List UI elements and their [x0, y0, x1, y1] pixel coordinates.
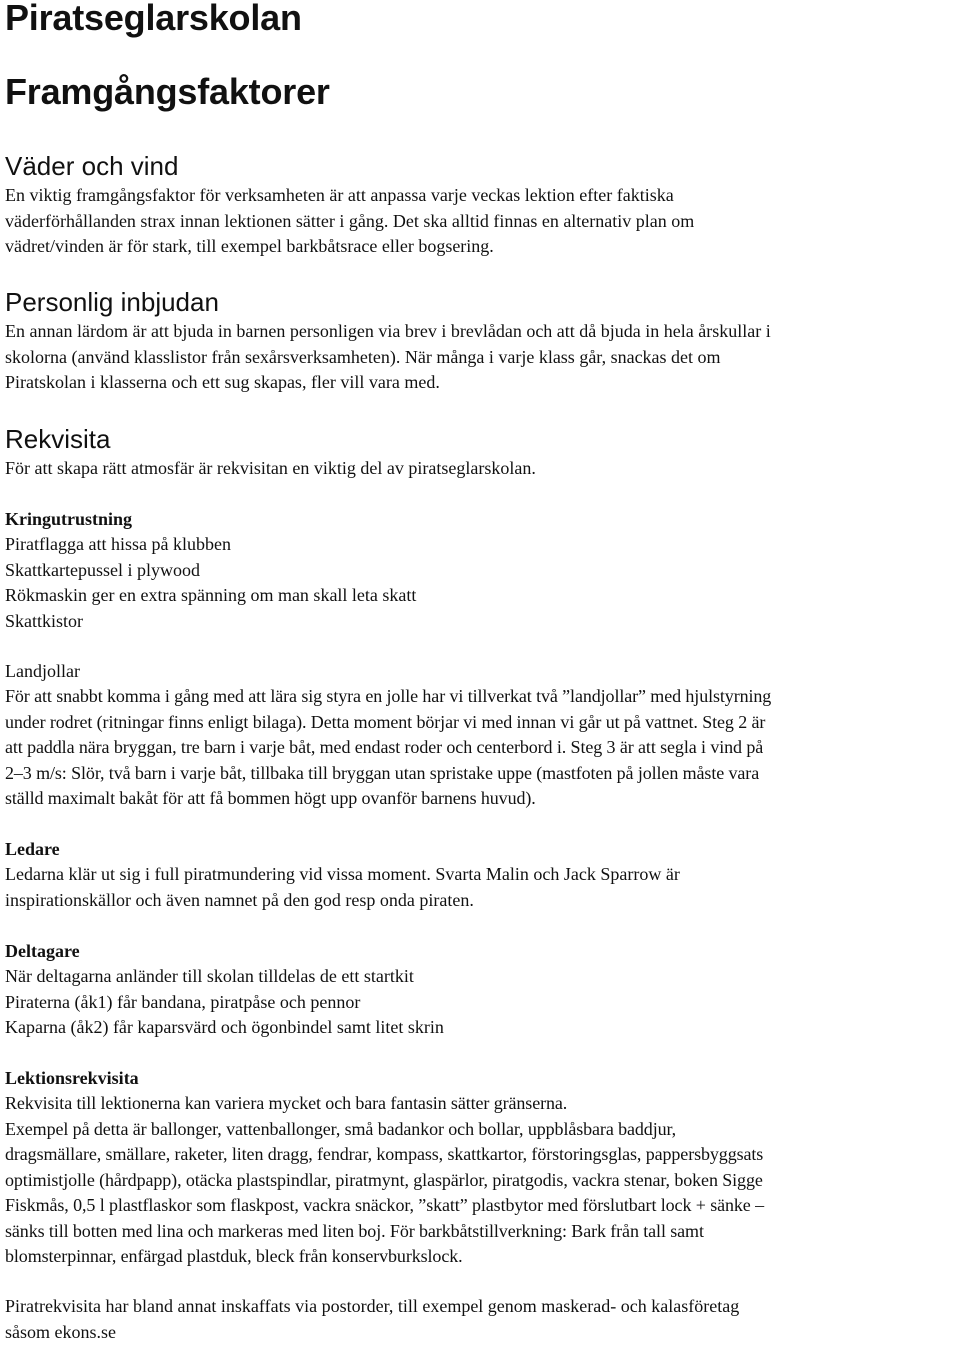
text-line: såsom ekons.se: [5, 1320, 957, 1345]
list-item: Rökmaskin ger en extra spänning om man skall leta skatt: [5, 583, 957, 609]
heading-rekvisita: Rekvisita: [5, 424, 957, 454]
text-line: För att skapa rätt atmosfär är rekvisitan en viktig del av piratseglarskolan.: [5, 456, 957, 482]
paragraph-ledare: [5, 862, 957, 913]
text-line: vädret/vinden är för stark, till exempel barkbåtsrace eller bogsering.: [5, 234, 957, 260]
text-line: att paddla nära bryggan, tre barn i varje båt, med endast roder och centerbord i. Steg 3 är att segla i vind på: [5, 735, 957, 761]
text-line: Rekvisita till lektionerna kan variera mycket och bara fantasin sätter gränserna.: [5, 1091, 957, 1117]
text-line: Fiskmås, 0,5 l plastflaskor som flaskpost, vackra snäckor, ”skatt” plastbytor med förslutbart lock + sänke –: [5, 1193, 957, 1219]
list-item: Skattkartepussel i plywood: [5, 558, 957, 584]
text-line: Piratrekvisita har bland annat inskaffats via postorder, till exempel genom maskerad- och kalasföretag: [5, 1294, 957, 1320]
paragraph-inkop: [5, 1294, 957, 1345]
list-item: När deltagarna anländer till skolan tilldelas de ett startkit: [5, 964, 957, 990]
list-item: Skattkistor: [5, 609, 957, 635]
text-line: 2–3 m/s: Slör, två barn i varje båt, tillbaka till bryggan utan spristake uppe (mastfoten på jollen måste vara: [5, 761, 957, 787]
text-line: En annan lärdom är att bjuda in barnen personligen via brev i brevlådan och att då bjuda in hela årskullar i: [5, 319, 957, 345]
text-line: dragsmällare, smällare, raketer, liten dragg, fendrar, kompass, skattkartor, förstoringsglas, pappersbyggsats: [5, 1142, 957, 1168]
text-line: blomsterpinnar, enfärgad plastduk, bleck från konservburkslock.: [5, 1244, 957, 1270]
text-line: En viktig framgångsfaktor för verksamheten är att anpassa varje veckas lektion efter faktiska: [5, 183, 957, 209]
heading-ledare: Ledare: [5, 837, 957, 863]
text-line: ställd maximalt bakåt för att få bommen högt upp ovanför barnens huvud).: [5, 786, 957, 812]
heading-landjollar: Landjollar: [5, 659, 957, 685]
document-title: Piratseglarskolan: [5, 0, 957, 36]
paragraph-personlig-inbjudan: [5, 319, 957, 396]
text-line: optimistjolle (hårdpapp), otäcka plastspindlar, piratmynt, glaspärlor, piratgodis, vackra stenar, boken Sigge: [5, 1168, 957, 1194]
heading-vader-och-vind: Väder och vind: [5, 151, 957, 181]
text-line: För att snabbt komma i gång med att lära sig styra en jolle har vi tillverkat två ”landjollar” med hjulstyrning: [5, 684, 957, 710]
list-deltagare: [5, 964, 957, 1041]
paragraph-landjollar: [5, 684, 957, 812]
heading-deltagare: Deltagare: [5, 939, 957, 965]
list-kringutrustning: [5, 532, 957, 634]
list-item: Kaparna (åk2) får kaparsvärd och ögonbindel samt litet skrin: [5, 1015, 957, 1041]
list-item: Piratflagga att hissa på klubben: [5, 532, 957, 558]
text-line: sänks till botten med lina och markeras med liten boj. För barkbåtstillverkning: Bark från tall samt: [5, 1219, 957, 1245]
heading-lektionsrekvisita: Lektionsrekvisita: [5, 1066, 957, 1092]
heading-personlig-inbjudan: Personlig inbjudan: [5, 287, 957, 317]
text-line: skolorna (använd klasslistor från sexårsverksamheten). När många i varje klass går, snackas det om: [5, 345, 957, 371]
paragraph-rekvisita: [5, 456, 957, 482]
heading-kringutrustning: Kringutrustning: [5, 507, 957, 533]
paragraph-lektionsrekvisita: [5, 1091, 957, 1270]
text-line: Ledarna klär ut sig i full piratmundering vid vissa moment. Svarta Malin och Jack Sparrow är: [5, 862, 957, 888]
text-line: under rodret (ritningar finns enligt bilaga). Detta moment börjar vi med innan vi går ut på vattnet. Steg 2 är: [5, 710, 957, 736]
list-item: Piraterna (åk1) får bandana, piratpåse och pennor: [5, 990, 957, 1016]
document-subtitle: Framgångsfaktorer: [5, 74, 957, 110]
text-line: inspirationskällor och även namnet på den god resp onda piraten.: [5, 888, 957, 914]
text-line: väderförhållanden strax innan lektionen sätter i gång. Det ska alltid finnas en alternativ plan om: [5, 209, 957, 235]
text-line: Exempel på detta är ballonger, vattenballonger, små badankor och bollar, uppblåsbara baddjur,: [5, 1117, 957, 1143]
text-line: Piratskolan i klasserna och ett sug skapas, fler vill vara med.: [5, 370, 957, 396]
paragraph-vader-och-vind: [5, 183, 957, 260]
